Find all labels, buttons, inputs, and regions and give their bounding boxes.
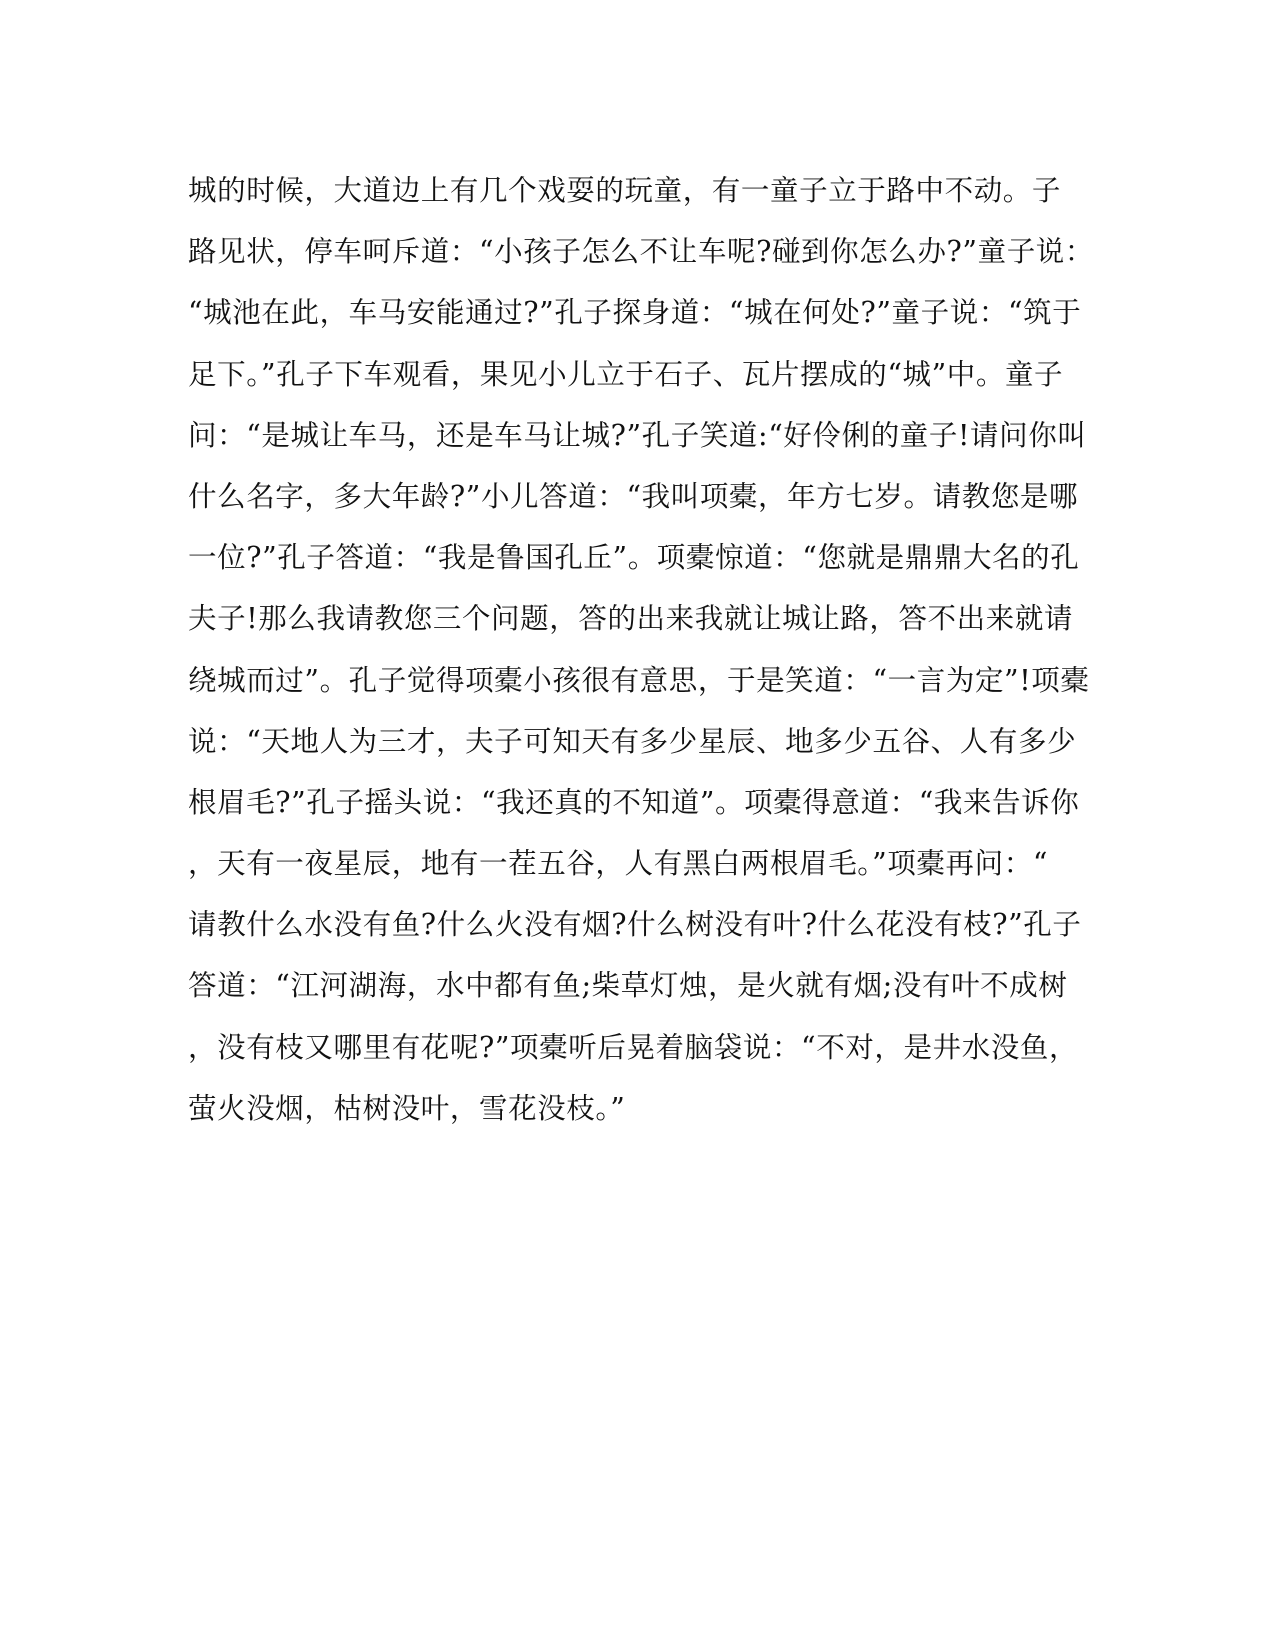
text-line-1: 城的时候，大道边上有几个戏耍的玩童，有一童子立于路中不动。子: [188, 174, 1062, 207]
text-line-8: 夫子!那么我请教您三个问题，答的出来我就让城让路，答不出来就请: [188, 602, 1074, 636]
text-line-7: 一位?”孔子答道：“我是鲁国孔丘”。项橐惊道：“您就是鼎鼎大名的孔: [188, 541, 1080, 575]
text-line-14: 答道：“江河湖海，水中都有鱼;柴草灯烛，是火就有烟;没有叶不成树: [188, 969, 1068, 1003]
text-line-16: 萤火没烟，枯树没叶，雪花没枝。”: [188, 1091, 626, 1125]
text-line-3: “城池在此，车马安能通过?”孔子探身道：“城在何处?”童子说：“筑于: [188, 296, 1082, 330]
text-line-15: ，没有枝又哪里有花呢?”项橐听后晃着脑袋说：“不对，是井水没鱼，: [188, 1030, 1079, 1064]
body-text: [188, 160, 1095, 1139]
text-line-10: 说：“天地人为三才，夫子可知天有多少星辰、地多少五谷、人有多少: [188, 724, 1077, 758]
text-line-11: 根眉毛?”孔子摇头说：“我还真的不知道”。项橐得意道：“我来告诉你: [188, 785, 1080, 819]
text-line-12: ，天有一夜星辰，地有一茬五谷，人有黑白两根眉毛。”项橐再问：“: [188, 847, 1048, 881]
text-line-5: 问：“是城让车马，还是车马让城?”孔子笑道:“好伶俐的童子!请问你叫: [188, 418, 1087, 452]
text-line-6: 什么名字，多大年龄?”小儿答道：“我叫项橐，年方七岁。请教您是哪: [188, 479, 1079, 513]
text-line-13: 请教什么水没有鱼?什么火没有烟?什么树没有叶?什么花没有枝?”孔子: [188, 908, 1082, 942]
text-line-2: 路见状，停车呵斥道：“小孩子怎么不让车呢?碰到你怎么办?”童子说：: [188, 235, 1095, 269]
text-line-9: 绕城而过”。孔子觉得项橐小孩很有意思，于是笑道：“一言为定”!项橐: [188, 663, 1090, 697]
text-line-4: 足下。”孔子下车观看，果见小儿立于石子、瓦片摆成的“城”中。童子: [188, 357, 1064, 391]
